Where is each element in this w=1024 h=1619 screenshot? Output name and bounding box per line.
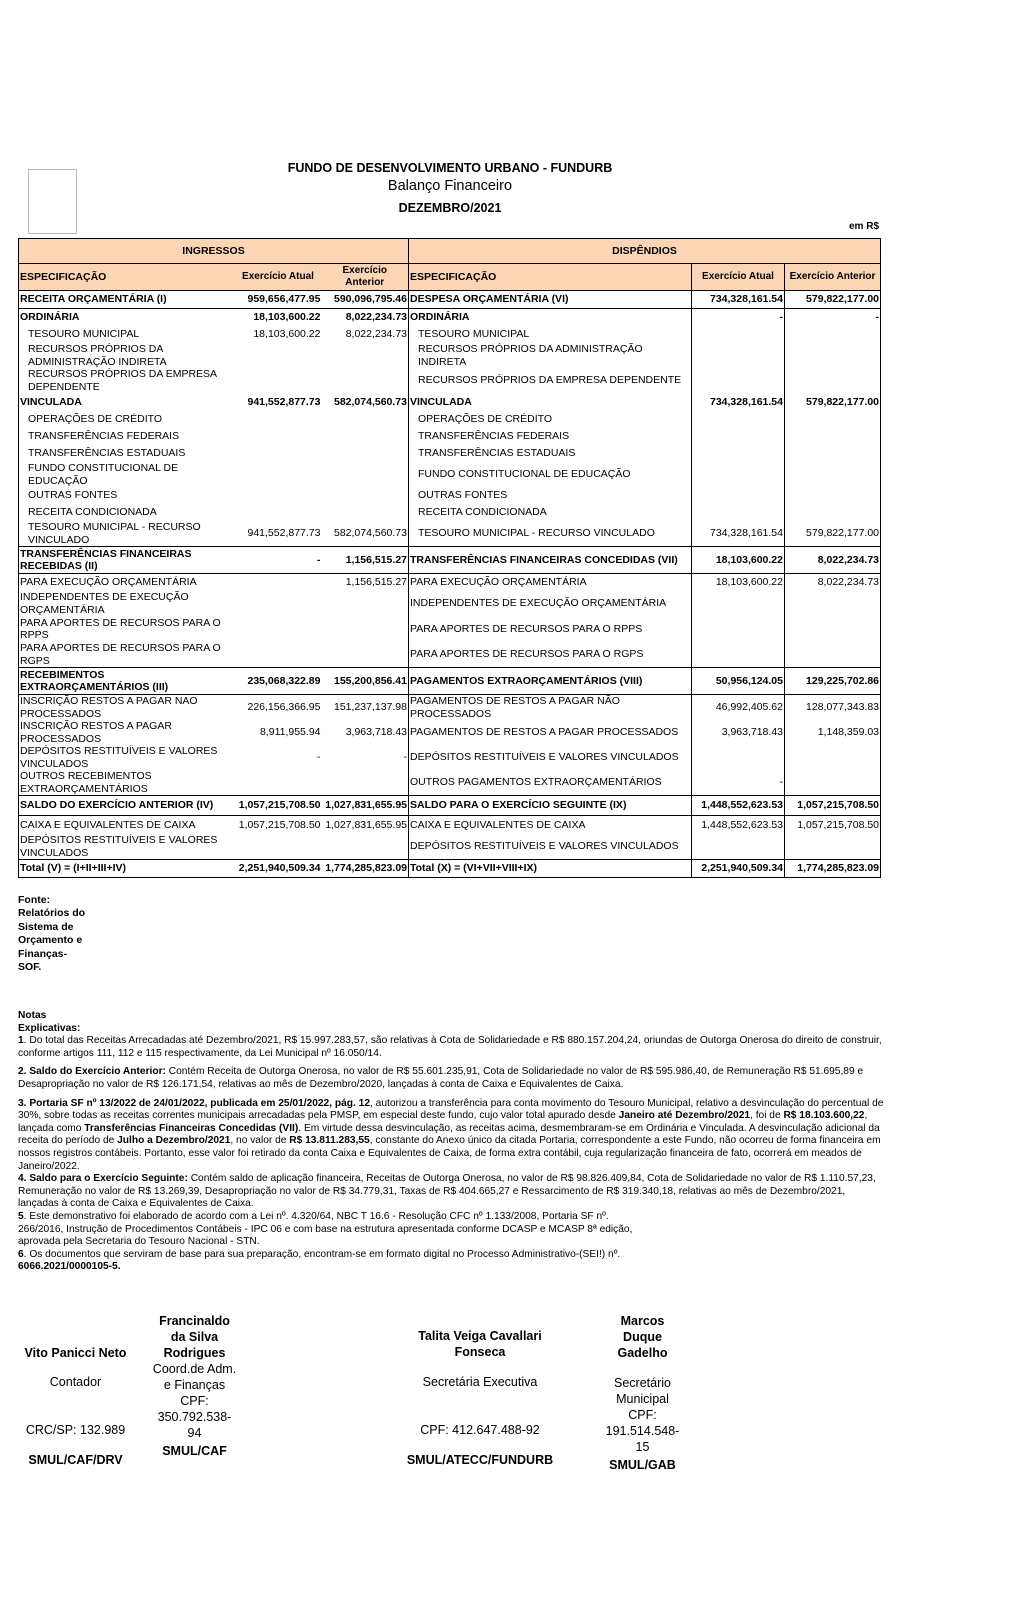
note-6: 6. Os documentos que serviram de base para sua preparação, encontram-se em formato digital no Processo Administrativo-(SEI!) nº. 6066.2021/0000105-5.: [18, 1248, 621, 1273]
cell-spec-left: TRANSFERÊNCIAS FINANCEIRAS RECEBIDAS (II): [19, 547, 235, 574]
cell-atual-left: [235, 504, 322, 521]
cell-anterior-left: 8,022,234.73: [345, 328, 407, 341]
cell-anterior-left: [322, 642, 409, 668]
cell-spec-left: INSCRIÇÃO RESTOS A PAGAR NAO PROCESSADOS: [19, 695, 235, 721]
table-row: [19, 816, 881, 835]
cell-anterior-left: [322, 411, 409, 428]
cell-anterior-left: [322, 591, 409, 616]
cell-anterior-right: 1,057,215,708.50: [785, 816, 881, 835]
note-1: 1. Do total das Receitas Arrecadadas até Dezembro/2021, R$ 15.997.283,57, são relativas à Cota de Solidariedade e R$ 880.157.204,24, oriundas de Outorga Onerosa do direito de construir, conforme artigos 111, 112 e 115 respectivamente, da Lei Municipal nº 16.050/14.: [18, 1035, 882, 1059]
cell-anterior-right: [785, 411, 881, 428]
cell-anterior-right: 1,057,215,708.50: [785, 796, 881, 816]
cell-atual-right: [692, 343, 785, 368]
note-4: 4. Saldo para o Exercício Seguinte: Contém saldo de aplicação financeira, Receitas de Outorga Onerosa, no valor de R$ 98.826.409,84, Cota de Solidariedade no valor de R$ 1.110.57,23, Remuneração no valor de R$ 13.269,39, Desapropriação no valor de R$ 34.779,31, Taxas de R$ 404.665,27 e Ressarcimento de R$ 319.340,18, relativas ao mês de Dezembro/2021, lançadas à conta de Caixa e Equivalentes de Caixa.: [18, 1173, 876, 1210]
cell-anterior-right: [785, 326, 881, 343]
cell-anterior-right: [785, 745, 881, 770]
cell-anterior-left: [322, 445, 409, 462]
cell-anterior-left: [322, 616, 409, 642]
cell-atual-right: [692, 642, 785, 668]
cell-atual-left: 235,068,322.89: [235, 668, 322, 695]
cell-anterior-left: [322, 504, 409, 521]
table-row: [19, 616, 881, 642]
cell-spec-right: DEPÓSITOS RESTITUÍVEIS E VALORES VINCULADOS: [409, 745, 692, 770]
cell-atual-right: [692, 326, 785, 343]
cell-anterior-right: 579,822,177.00: [785, 291, 881, 309]
cell-anterior-left: -: [403, 751, 407, 764]
cell-anterior-right: 579,822,177.00: [785, 393, 881, 411]
cell-spec-left: PARA APORTES DE RECURSOS PARA O RGPS: [19, 642, 235, 668]
cell-anterior-right: [785, 368, 881, 393]
cell-atual-left: [235, 642, 322, 668]
document-title: FUNDO DE DESENVOLVIMENTO URBANO - FUNDURB: [287, 161, 613, 175]
cell-atual-left: 226,156,366.95: [235, 695, 322, 721]
cell-atual-right: 734,328,161.54: [692, 291, 785, 309]
cell-anterior-right: [785, 834, 881, 860]
cell-anterior-left: 151,237,137.98: [322, 695, 409, 721]
table-row: [19, 343, 881, 368]
cell-anterior-left: [322, 834, 409, 860]
cell-atual-right: 18,103,600.22: [692, 547, 785, 574]
col-atual-right: Exercício Atual: [692, 264, 785, 291]
cell-spec-right: PARA APORTES DE RECURSOS PARA O RPPS: [409, 616, 692, 642]
cell-spec-right: DEPÓSITOS RESTITUÍVEIS E VALORES VINCULADOS: [409, 834, 692, 860]
cell-spec-left: RECEITA CONDICIONADA: [19, 504, 235, 521]
cell-atual-left: [235, 591, 322, 616]
cell-atual-left: 18,103,600.22: [235, 309, 322, 327]
cell-spec-right: PAGAMENTOS DE RESTOS A PAGAR NÃO PROCESSADOS: [409, 695, 692, 721]
cell-anterior-left: [322, 770, 409, 796]
cell-anterior-left: 582,074,560.73: [334, 527, 407, 540]
cell-spec-right: FUNDO CONSTITUCIONAL DE EDUCAÇÃO: [409, 462, 692, 487]
cell-spec-right: PARA APORTES DE RECURSOS PARA O RGPS: [409, 642, 692, 668]
cell-spec-right: TESOURO MUNICIPAL: [409, 326, 692, 343]
cell-atual-right: [692, 411, 785, 428]
cell-anterior-right: 1,148,359.03: [785, 720, 881, 745]
ingressos-header: INGRESSOS: [19, 239, 409, 264]
table-row: [19, 770, 881, 796]
signature-secretario-municipal: Marcos Duque Gadelho Secretário Municipal CPF: 191.514.548-15 SMUL/GAB: [605, 1314, 680, 1472]
cell-anterior-right: 1,774,285,823.09: [785, 860, 881, 878]
table-row: [19, 368, 881, 393]
cell-atual-left: [235, 428, 322, 445]
cell-anterior-right: [785, 487, 881, 504]
note-3: 3. Portaria SF nº 13/2022 de 24/01/2022, publicada em 25/01/2022, pág. 12, autorizou a transferência para conta movimento do Tesouro Municipal, relativo a desvinculação do percentual de 30%, sobre todas as receitas correntes municipais arrecadadas pela PMSP, em especial deste fundo, cujo valor total apurado desde Janeiro até Dezembro/2021, foi de R$ 18.103.600,22, lançada como Transferências Financeiras Concedidas (VII). Em virtude dessa desvinculação, as receitas acima, desmembraram-se em Ordinária e Vinculada. A desvinculação adicional da receita do período de Julho a Dezembro/2021, no valor de R$ 13.811.283,55, constante do Anexo único da citada Portaria, correspondente a este Fundo, não ocorreu de forma financeira em nossos registros contábeis. Portanto, esse valor foi retirado da conta Caixa e Equivalentes de Caixa, de forma extra contábil, cuja regularização financeira de fato, ocorrerá em meados de Janeiro/2022.: [18, 1097, 884, 1172]
cell-anterior-left: 1,027,831,655.95: [322, 816, 409, 835]
cell-anterior-left: [322, 343, 409, 368]
cell-atual-right: [692, 591, 785, 616]
table-row: [19, 411, 881, 428]
cell-atual-right: -: [692, 309, 785, 327]
table-row: [19, 326, 881, 343]
cell-atual-right: [692, 428, 785, 445]
cell-spec-left: RECEITA ORÇAMENTÁRIA (I): [19, 291, 235, 309]
table-row: [19, 720, 881, 745]
cell-atual-left: [235, 445, 322, 462]
note-5: 5. Este demonstrativo foi elaborado de acordo com a Lei nº. 4.320/64, NBC T 16.6 - Resolução CFC nº 1.133/2008, Portaria SF nº. 266/2016, Instrução de Procedimentos Contábeis - IPC 06 e com base na estrutura apresentada conforme DCASP e MCASP 8ª edição, aprovada pela Secretaria do Tesouro Nacional - STN.: [18, 1210, 633, 1248]
section-header-row: [19, 239, 881, 264]
cell-spec-left: Total (V) = (I+II+III+IV): [19, 860, 235, 878]
explanatory-notes: [18, 1010, 884, 1274]
cell-anterior-right: [785, 591, 881, 616]
table-row: [19, 668, 881, 695]
cell-spec-left: RECURSOS PRÓPRIOS DA EMPRESA DEPENDENTE: [19, 368, 235, 393]
cell-spec-right: TRANSFERÊNCIAS FEDERAIS: [409, 428, 692, 445]
cell-spec-left: OUTRAS FONTES: [19, 487, 235, 504]
cell-spec-left: SALDO DO EXERCÍCIO ANTERIOR (IV): [19, 796, 235, 816]
cell-spec-right: SALDO PARA O EXERCÍCIO SEGUINTE (IX): [409, 796, 692, 816]
cell-atual-right: 1,448,552,623.53: [692, 796, 785, 816]
cell-anterior-right: 129,225,702.86: [785, 668, 881, 695]
table-row: [19, 487, 881, 504]
document-subtitle: Balanço Financeiro: [387, 178, 513, 194]
signature-contador: Vito Panicci Neto Contador CRC/SP: 132.989 SMUL/CAF/DRV: [24, 1346, 127, 1467]
cell-atual-left: 959,656,477.95: [235, 291, 322, 309]
table-row: [19, 574, 881, 592]
signature-secretaria-executiva: Talita Veiga Cavallari Fonseca Secretária Executiva CPF: 412.647.488-92 SMUL/ATECC/FUNDURB: [406, 1329, 554, 1467]
table-row: [19, 745, 881, 770]
currency-unit: em R$: [848, 221, 879, 232]
cell-spec-right: Total (X) = (VI+VII+VIII+IX): [409, 860, 692, 878]
table-row: [19, 695, 881, 721]
cell-spec-left: PARA APORTES DE RECURSOS PARA O RPPS: [19, 616, 235, 642]
cell-spec-left: VINCULADA: [19, 393, 235, 411]
cell-spec-right: ORDINÁRIA: [409, 309, 692, 327]
cell-spec-left: OUTROS RECEBIMENTOS EXTRAORÇAMENTÁRIOS: [19, 770, 235, 796]
cell-spec-right: RECURSOS PRÓPRIOS DA EMPRESA DEPENDENTE: [409, 368, 692, 393]
cell-atual-right: 734,328,161.54: [692, 393, 785, 411]
cell-anterior-left: [322, 487, 409, 504]
cell-anterior-right: 8,022,234.73: [785, 574, 881, 592]
cell-spec-left: CAIXA E EQUIVALENTES DE CAIXA: [19, 816, 235, 835]
cell-spec-right: PAGAMENTOS EXTRAORÇAMENTÁRIOS (VIII): [409, 668, 692, 695]
cell-spec-right: OUTROS PAGAMENTOS EXTRAORÇAMENTÁRIOS: [409, 770, 692, 796]
cell-spec-right: OPERAÇÕES DE CRÉDITO: [409, 411, 692, 428]
cell-spec-left: RECURSOS PRÓPRIOS DA ADMINISTRAÇÃO INDIRETA: [19, 343, 235, 368]
cell-spec-left: TRANSFERÊNCIAS FEDERAIS: [19, 428, 235, 445]
table-row: [19, 291, 881, 309]
cell-atual-left: -: [235, 547, 322, 574]
cell-anterior-right: 579,822,177.00: [785, 521, 881, 547]
cell-anterior-right: 128,077,343.83: [785, 695, 881, 721]
cell-spec-right: RECURSOS PRÓPRIOS DA ADMINISTRAÇÃO INDIRETA: [409, 343, 692, 368]
cell-anterior-right: [785, 616, 881, 642]
table-row: [19, 504, 881, 521]
cell-atual-right: 2,251,940,509.34: [692, 860, 785, 878]
column-header-row: [19, 264, 881, 291]
cell-atual-right: [692, 616, 785, 642]
cell-atual-right: 50,956,124.05: [692, 668, 785, 695]
cell-atual-right: -: [692, 770, 785, 796]
cell-spec-right: TRANSFERÊNCIAS FINANCEIRAS CONCEDIDAS (VII): [409, 547, 692, 574]
cell-spec-left: TESOURO MUNICIPAL: [19, 326, 235, 343]
cell-atual-right: 734,328,161.54: [692, 521, 785, 547]
cell-spec-left: INDEPENDENTES DE EXECUÇÃO ORÇAMENTÁRIA: [19, 591, 235, 616]
col-spec-left: ESPECIFICAÇÃO: [19, 264, 235, 291]
cell-atual-left: 18,103,600.22: [253, 328, 321, 341]
cell-spec-left: DEPÓSITOS RESTITUÍVEIS E VALORES VINCULADOS: [19, 834, 235, 860]
cell-anterior-left: 3,963,718.43: [345, 726, 407, 739]
cell-atual-left: [235, 770, 322, 796]
cell-anterior-right: 8,022,234.73: [785, 547, 881, 574]
table-row: [19, 591, 881, 616]
cell-anterior-left: 1,027,831,655.95: [322, 796, 409, 816]
col-spec-right: ESPECIFICAÇÃO: [409, 264, 692, 291]
table-row: [19, 834, 881, 860]
cell-spec-right: INDEPENDENTES DE EXECUÇÃO ORÇAMENTÁRIA: [409, 591, 692, 616]
cell-anterior-right: [785, 770, 881, 796]
cell-spec-right: PARA EXECUÇÃO ORÇAMENTÁRIA: [409, 574, 692, 592]
cell-anterior-left: 1,156,515.27: [322, 574, 409, 592]
cell-spec-right: TESOURO MUNICIPAL - RECURSO VINCULADO: [409, 521, 692, 547]
document-period: DEZEMBRO/2021: [398, 201, 502, 215]
cell-atual-right: [692, 834, 785, 860]
table-row: [19, 393, 881, 411]
cell-atual-left: 941,552,877.73: [247, 527, 321, 540]
cell-spec-right: OUTRAS FONTES: [409, 487, 692, 504]
cell-spec-left: TRANSFERÊNCIAS ESTADUAIS: [19, 445, 235, 462]
table-row: [19, 445, 881, 462]
cell-atual-right: 46,992,405.62: [692, 695, 785, 721]
cell-atual-left: [235, 343, 322, 368]
cell-spec-right: CAIXA E EQUIVALENTES DE CAIXA: [409, 816, 692, 835]
col-atual-left: Exercício Atual: [235, 264, 322, 291]
table-row: [19, 796, 881, 816]
cell-spec-left: RECEBIMENTOS EXTRAORÇAMENTÁRIOS (III): [19, 668, 235, 695]
cell-anterior-right: [785, 445, 881, 462]
table-row: [19, 428, 881, 445]
cell-spec-left: TESOURO MUNICIPAL - RECURSO VINCULADO: [19, 521, 235, 547]
col-anterior-right: Exercício Anterior: [785, 264, 881, 291]
cell-anterior-right: [785, 642, 881, 668]
cell-anterior-left: [322, 462, 409, 487]
cell-spec-left: OPERAÇÕES DE CRÉDITO: [19, 411, 235, 428]
cell-spec-right: VINCULADA: [409, 393, 692, 411]
cell-anterior-left: [322, 368, 409, 393]
cell-atual-left: [235, 462, 322, 487]
cell-atual-left: -: [317, 751, 321, 764]
cell-atual-left: [235, 616, 322, 642]
source-note: Fonte: Relatórios do Sistema de Orçamento e Finanças- SOF.: [18, 894, 86, 974]
cell-anterior-left: 8,022,234.73: [322, 309, 409, 327]
notes-title: Notas Explicativas:: [18, 1010, 81, 1034]
cell-anterior-left: 582,074,560.73: [334, 395, 407, 408]
cell-anterior-right: [785, 343, 881, 368]
cell-anterior-left: 1,774,285,823.09: [322, 860, 409, 878]
cell-anterior-right: [785, 504, 881, 521]
cell-anterior-left: 590,096,795.46: [322, 291, 409, 309]
cell-atual-right: [692, 487, 785, 504]
cell-spec-right: PAGAMENTOS DE RESTOS A PAGAR PROCESSADOS: [409, 720, 692, 745]
cell-atual-right: [692, 368, 785, 393]
cell-spec-left: PARA EXECUÇÃO ORÇAMENTÁRIA: [19, 574, 235, 592]
cell-atual-right: 18,103,600.22: [692, 574, 785, 592]
cell-atual-right: 1,448,552,623.53: [692, 816, 785, 835]
col-anterior-left: Exercício Anterior: [322, 264, 409, 291]
cell-atual-left: [235, 368, 322, 393]
cell-atual-right: [692, 504, 785, 521]
cell-atual-left: 941,552,877.73: [247, 395, 321, 408]
cell-anterior-right: [785, 428, 881, 445]
cell-atual-right: [692, 445, 785, 462]
cell-atual-left: [235, 834, 322, 860]
table-row: [19, 462, 881, 487]
cell-spec-left: DEPÓSITOS RESTITUÍVEIS E VALORES VINCULADOS: [19, 745, 235, 770]
table-row: [19, 642, 881, 668]
cell-atual-left: [235, 574, 322, 592]
cell-spec-right: RECEITA CONDICIONADA: [409, 504, 692, 521]
cell-atual-right: [692, 745, 785, 770]
cell-atual-left: 8,911,955.94: [259, 726, 321, 739]
cell-spec-right: DESPESA ORÇAMENTÁRIA (VI): [409, 291, 692, 309]
cell-spec-right: TRANSFERÊNCIAS ESTADUAIS: [409, 445, 692, 462]
cell-spec-left: INSCRIÇÃO RESTOS A PAGAR PROCESSADOS: [19, 720, 235, 745]
cell-atual-left: 1,057,215,708.50: [235, 816, 322, 835]
cell-anterior-left: [322, 428, 409, 445]
balance-table: [18, 238, 881, 878]
signature-coordenador: Francinaldo da Silva Rodrigues Coord.de Adm. e Finanças CPF: 350.792.538-94 SMUL/CAF: [152, 1314, 237, 1458]
dispendios-header: DISPÊNDIOS: [409, 239, 881, 264]
cell-anterior-left: 1,156,515.27: [322, 547, 409, 574]
table-row: [19, 547, 881, 574]
cell-atual-right: [692, 462, 785, 487]
cell-atual-left: [235, 487, 322, 504]
cell-atual-left: 2,251,940,509.34: [235, 860, 322, 878]
cell-anterior-right: -: [785, 309, 881, 327]
cell-spec-left: ORDINÁRIA: [19, 309, 235, 327]
cell-atual-right: 3,963,718.43: [692, 720, 785, 745]
cell-spec-left: FUNDO CONSTITUCIONAL DE EDUCAÇÃO: [19, 462, 235, 487]
cell-anterior-left: 155,200,856.41: [322, 668, 409, 695]
cell-atual-left: [235, 411, 322, 428]
table-row: [19, 309, 881, 327]
table-row: [19, 860, 881, 878]
cell-anterior-right: [785, 462, 881, 487]
table-row: [19, 521, 881, 547]
note-2: 2. Saldo do Exercício Anterior: Contém Receita de Outorga Onerosa, no valor de R$ 55.601.235,91, Cota de Solidariedade no valor de R$ 595.986,40, de Remuneração R$ 51.695,89 e Desapropriação no valor de R$ 126.171,54, relativas ao mês de Dezembro/2020, lançadas à conta de Caixa e Equivalentes de Caixa.: [18, 1066, 864, 1090]
cell-atual-left: 1,057,215,708.50: [235, 796, 322, 816]
